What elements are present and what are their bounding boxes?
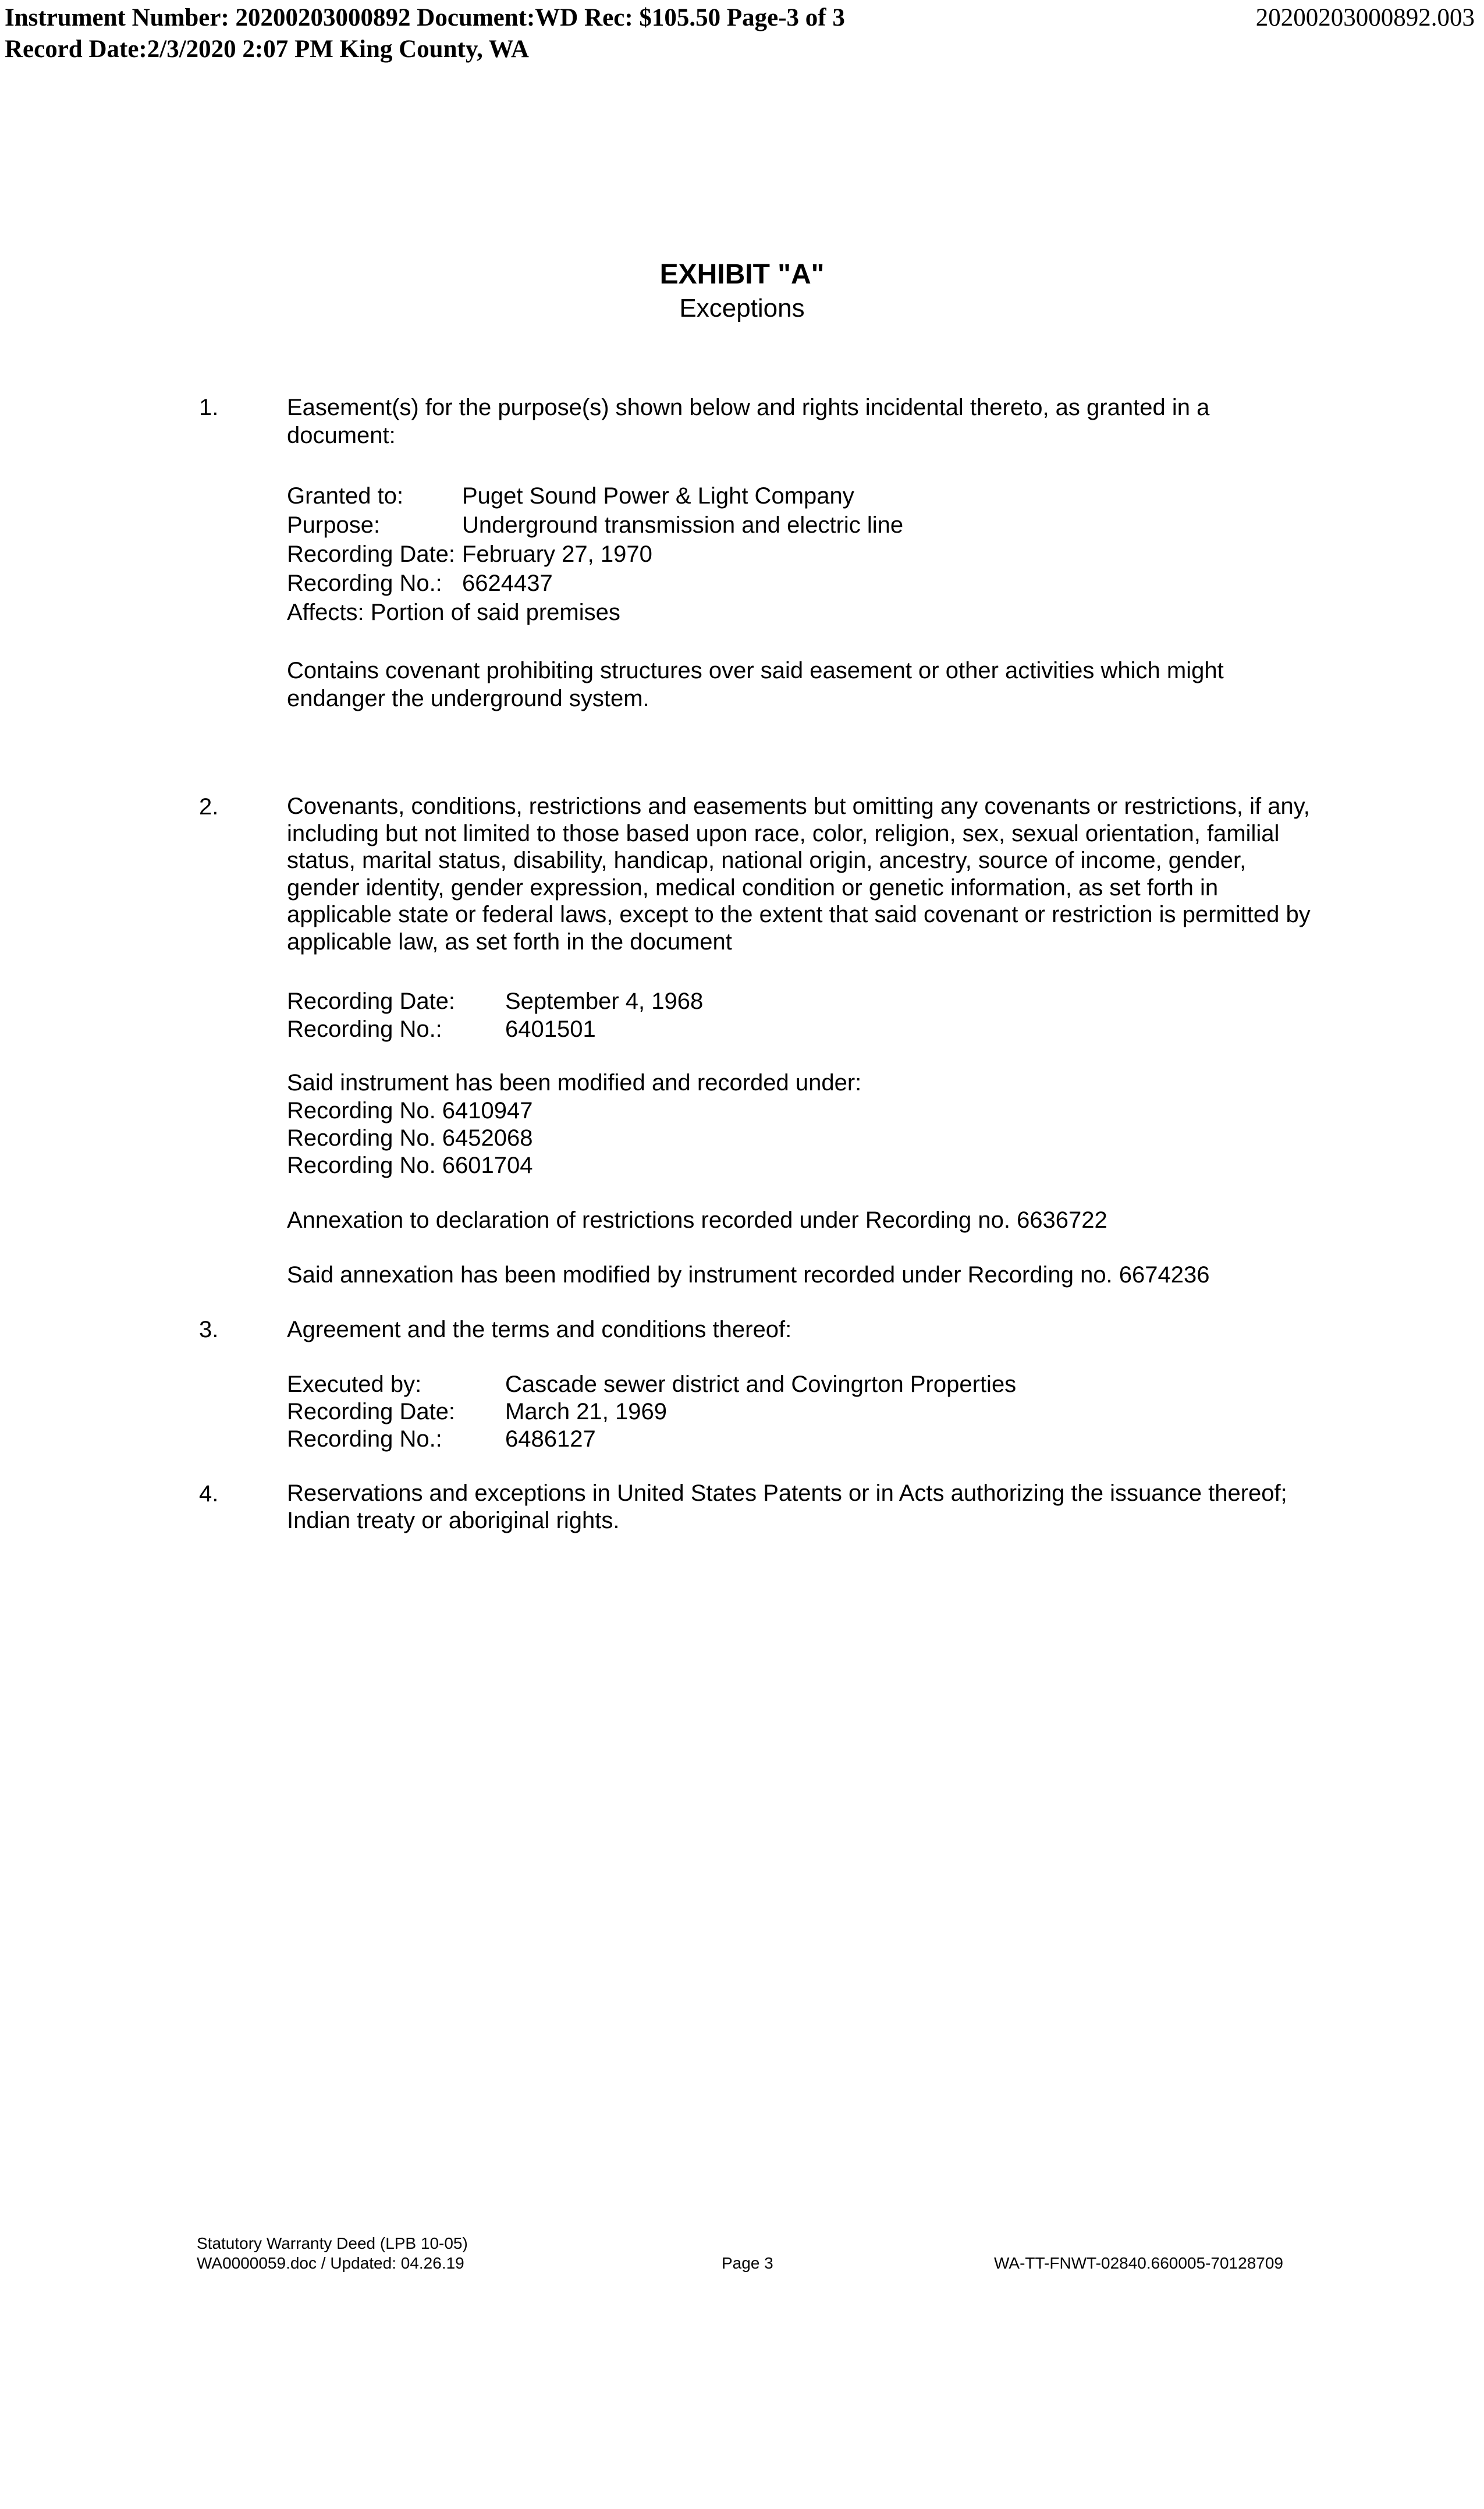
item-2-annexation-modified: Said annexation has been modified by instrument recorded under Recording no. 6674236 — [287, 1262, 1210, 1288]
item-3-number: 3. — [199, 1317, 219, 1342]
field-value: Cascade sewer district and Covingrton Properties — [505, 1372, 1017, 1397]
field-label: Purpose: — [287, 512, 381, 538]
item-1-number: 1. — [199, 395, 219, 420]
item-2-text: Covenants, conditions, restrictions and easements but omitting any covenants or restrictions, if any, including but not limited to those based upon race, color, religion, sex, sexual orientation, familial status, marital status, disability, handicap, national origin, ancestry, source of income, gender, gender identity, gender expression, medical condition or genetic information, as set forth in applicable state or federal laws, except to the extent that said covenant or restriction is permitted by applicable law, as set forth in the document — [287, 793, 1311, 955]
list-item: Recording No. 6410947 — [287, 1098, 533, 1124]
item-2-annexation: Annexation to declaration of restrictions recorded under Recording no. 6636722 — [287, 1207, 1107, 1233]
item-1-affects: Affects: Portion of said premises — [287, 600, 620, 625]
list-item: Recording No. 6452068 — [287, 1125, 533, 1151]
item-4-text: Reservations and exceptions in United States Patents or in Acts authorizing the issuance thereof; Indian treaty or aboriginal rights. — [287, 1480, 1287, 1533]
field-value: 6624437 — [462, 570, 553, 596]
item-1-text: Easement(s) for the purpose(s) shown below and rights incidental thereto, as granted in a document: — [287, 395, 1210, 448]
field-value: February 27, 1970 — [462, 541, 652, 567]
field-label: Recording No.: — [287, 570, 442, 596]
item-4-number: 4. — [199, 1481, 219, 1507]
instrument-reference: 20200203000892.003 — [1255, 4, 1475, 31]
field-label: Recording Date: — [287, 541, 456, 567]
field-label: Recording Date: — [287, 1399, 456, 1424]
item-2-number: 2. — [199, 794, 219, 820]
field-label: Executed by: — [287, 1372, 422, 1397]
field-value: 6486127 — [505, 1426, 596, 1452]
footer-document-id: WA-TT-FNWT-02840.660005-70128709 — [994, 2254, 1283, 2272]
field-label: Recording Date: — [287, 988, 456, 1014]
field-label: Granted to: — [287, 483, 404, 509]
item-2-modified-intro: Said instrument has been modified and recorded under: — [287, 1070, 862, 1096]
field-label: Recording No.: — [287, 1016, 442, 1042]
field-value: Puget Sound Power & Light Company — [462, 483, 854, 509]
list-item: Recording No. 6601704 — [287, 1153, 533, 1178]
field-value: 6401501 — [505, 1016, 596, 1042]
item-1-note: Contains covenant prohibiting structures over said easement or other activities which might endanger the underground system. — [287, 658, 1224, 711]
footer-page-number: Page 3 — [722, 2254, 773, 2272]
field-label: Recording No.: — [287, 1426, 442, 1452]
recording-stamp-line2: Record Date:2/3/2020 2:07 PM King County, WA — [5, 36, 529, 63]
field-value: September 4, 1968 — [505, 988, 704, 1014]
field-value: March 21, 1969 — [505, 1399, 667, 1424]
exhibit-title: EXHIBIT "A" — [659, 259, 825, 290]
footer-form-name: Statutory Warranty Deed (LPB 10-05) — [197, 2234, 468, 2252]
footer-form-file: WA0000059.doc / Updated: 04.26.19 — [197, 2254, 464, 2272]
exhibit-subtitle: Exceptions — [679, 294, 805, 323]
recording-stamp-line1: Instrument Number: 20200203000892 Document:WD Rec: $105.50 Page-3 of 3 — [5, 4, 845, 31]
field-value: Underground transmission and electric line — [462, 512, 904, 538]
item-3-text: Agreement and the terms and conditions thereof: — [287, 1317, 792, 1342]
